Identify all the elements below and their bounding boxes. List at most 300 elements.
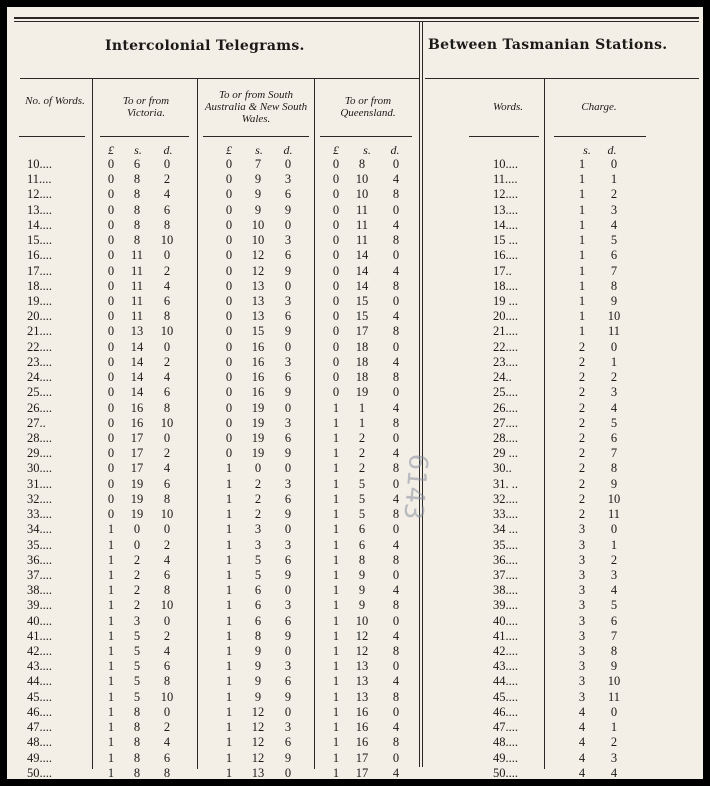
words-cell: 20....: [27, 309, 52, 324]
sa-nsw-pounds: 0: [225, 263, 233, 278]
victoria-pounds: 0: [107, 324, 115, 339]
sa-nsw-pence: 9: [284, 750, 292, 765]
queensland-pounds: 0: [332, 278, 340, 293]
sa-nsw-shillings: 13: [251, 309, 265, 324]
sa-nsw-pounds: 0: [225, 430, 233, 445]
sa-nsw-shillings: 9: [254, 659, 262, 674]
sa-nsw-pounds: 0: [225, 202, 233, 217]
victoria-pence: 10: [160, 233, 174, 248]
victoria-pounds: 1: [107, 628, 115, 643]
victoria-shillings: 8: [133, 217, 141, 232]
victoria-pounds: 1: [107, 567, 115, 582]
queensland-pence: 0: [392, 750, 400, 765]
words-cell: 29....: [27, 446, 52, 461]
victoria-pounds: 1: [107, 765, 115, 779]
sa-nsw-pence: 0: [284, 339, 292, 354]
title-rule-right: [425, 78, 699, 79]
queensland-shillings: 9: [358, 583, 366, 598]
tas-pence: 2: [610, 735, 618, 750]
victoria-shillings: 2: [133, 567, 141, 582]
sa-nsw-pounds: 1: [225, 735, 233, 750]
tas-shillings: 1: [578, 324, 586, 339]
words-cell: 49....: [27, 750, 52, 765]
sa-nsw-shillings: 12: [251, 263, 265, 278]
victoria-shillings: 6: [133, 157, 141, 171]
queensland-pence: 4: [392, 217, 400, 232]
words-cell: 12....: [27, 187, 52, 202]
sa-nsw-pounds: 1: [225, 583, 233, 598]
sa-nsw-pounds: 1: [225, 765, 233, 779]
tas-pence: 7: [610, 628, 618, 643]
queensland-pounds: 1: [332, 674, 340, 689]
tas-words-cell: 32....: [493, 491, 518, 506]
queensland-pence: 4: [392, 446, 400, 461]
top-rule-thin: [14, 21, 699, 22]
sa-nsw-pounds: 1: [225, 628, 233, 643]
queensland-pence: 0: [392, 248, 400, 263]
queensland-pence: 0: [392, 430, 400, 445]
tas-words-cell: 21....: [493, 324, 518, 339]
tas-shillings: 2: [578, 415, 586, 430]
tas-words-cell: 29 ...: [493, 446, 518, 461]
words-cell: 22....: [27, 339, 52, 354]
queensland-pence: 0: [392, 157, 400, 171]
sa-nsw-shillings: 9: [254, 202, 262, 217]
queensland-pence: 8: [392, 278, 400, 293]
words-cell: 27..: [27, 415, 46, 430]
tas-words-cell: 33....: [493, 507, 518, 522]
sa-nsw-shillings: 16: [251, 370, 265, 385]
queensland-pence: 8: [392, 644, 400, 659]
victoria-pounds: 0: [107, 233, 115, 248]
queensland-shillings: 17: [355, 324, 369, 339]
queensland-pounds: 1: [332, 446, 340, 461]
victoria-pence: 2: [163, 263, 171, 278]
sa-nsw-pounds: 1: [225, 750, 233, 765]
tas-shillings: 2: [578, 354, 586, 369]
words-cell: 25....: [27, 385, 52, 400]
sa-nsw-pence: 0: [284, 217, 292, 232]
queensland-pence: 0: [392, 339, 400, 354]
header-rule: [469, 136, 539, 137]
victoria-pounds: 0: [107, 217, 115, 232]
tas-words-cell: 47....: [493, 720, 518, 735]
victoria-shillings: 0: [133, 522, 141, 537]
victoria-pence: 4: [163, 370, 171, 385]
queensland-shillings: 5: [358, 476, 366, 491]
sa-nsw-pence: 0: [284, 278, 292, 293]
queensland-pence: 8: [392, 689, 400, 704]
tas-shillings: 1: [578, 217, 586, 232]
tas-shillings: 1: [578, 202, 586, 217]
tas-shillings: 1: [578, 157, 586, 171]
tas-shillings: 3: [578, 674, 586, 689]
queensland-shillings: 16: [355, 704, 369, 719]
tas-pence: 9: [610, 659, 618, 674]
queensland-pence: 4: [392, 628, 400, 643]
tas-pence: 4: [610, 217, 618, 232]
sa-nsw-pence: 3: [284, 172, 292, 187]
tas-shillings: 2: [578, 339, 586, 354]
tas-words-cell: 40....: [493, 613, 518, 628]
tas-pence: 11: [607, 689, 621, 704]
queensland-pounds: 1: [332, 689, 340, 704]
tas-shillings: 3: [578, 598, 586, 613]
victoria-shillings: 19: [130, 491, 144, 506]
victoria-pounds: 1: [107, 674, 115, 689]
victoria-pence: 8: [163, 217, 171, 232]
sa-nsw-shillings: 5: [254, 552, 262, 567]
victoria-pence: 8: [163, 765, 171, 779]
intercolonial-title: Intercolonial Telegrams.: [105, 38, 305, 54]
tas-pence: 0: [610, 522, 618, 537]
sa-nsw-shillings: 9: [254, 674, 262, 689]
tariff-page: [7, 7, 703, 779]
tas-words-cell: 42....: [493, 644, 518, 659]
queensland-shillings: 13: [355, 674, 369, 689]
victoria-shillings: 14: [130, 385, 144, 400]
victoria-shillings: 16: [130, 400, 144, 415]
queensland-pounds: 1: [332, 628, 340, 643]
tas-pence: 3: [610, 567, 618, 582]
victoria-shillings: 14: [130, 339, 144, 354]
tas-shillings: 1: [578, 248, 586, 263]
tas-shillings: 1: [578, 278, 586, 293]
tas-words-cell: 12....: [493, 187, 518, 202]
sa-nsw-shillings: 8: [254, 628, 262, 643]
queensland-pounds: 1: [332, 461, 340, 476]
victoria-pence: 4: [163, 461, 171, 476]
header-rule: [100, 136, 189, 137]
sa-nsw-pence: 6: [284, 552, 292, 567]
tas-words-cell: 46....: [493, 704, 518, 719]
tas-words-cell: 36....: [493, 552, 518, 567]
unit-shilling: s.: [363, 143, 371, 157]
tas-words-cell: 45....: [493, 689, 518, 704]
queensland-pounds: 1: [332, 491, 340, 506]
queensland-pounds: 0: [332, 172, 340, 187]
queensland-pounds: 1: [332, 430, 340, 445]
queensland-pounds: 1: [332, 552, 340, 567]
sa-nsw-shillings: 19: [251, 400, 265, 415]
tas-shillings: 1: [578, 233, 586, 248]
victoria-pounds: 1: [107, 613, 115, 628]
queensland-pounds: 1: [332, 522, 340, 537]
sa-nsw-pounds: 0: [225, 217, 233, 232]
words-cell: 36....: [27, 552, 52, 567]
queensland-shillings: 15: [355, 293, 369, 308]
header-queensland: To or from Queensland.: [340, 95, 396, 119]
queensland-pence: 4: [392, 172, 400, 187]
unit-pence: d.: [283, 143, 293, 157]
sa-nsw-pounds: 0: [225, 248, 233, 263]
sa-nsw-pounds: 1: [225, 674, 233, 689]
sa-nsw-pounds: 1: [225, 720, 233, 735]
queensland-pence: 4: [392, 354, 400, 369]
tas-pence: 9: [610, 293, 618, 308]
victoria-pounds: 0: [107, 507, 115, 522]
victoria-pounds: 0: [107, 476, 115, 491]
unit-pound: £: [333, 143, 339, 157]
victoria-pence: 6: [163, 385, 171, 400]
victoria-shillings: 11: [130, 293, 144, 308]
sa-nsw-shillings: 2: [254, 507, 262, 522]
sa-nsw-pence: 6: [284, 735, 292, 750]
victoria-pounds: 0: [107, 187, 115, 202]
tas-words-cell: 35....: [493, 537, 518, 552]
tas-pence: 1: [610, 172, 618, 187]
words-cell: 38....: [27, 583, 52, 598]
tas-words-cell: 48....: [493, 735, 518, 750]
queensland-pence: 4: [392, 674, 400, 689]
queensland-shillings: 16: [355, 735, 369, 750]
tas-shillings: 2: [578, 385, 586, 400]
queensland-pence: 4: [392, 720, 400, 735]
victoria-pence: 2: [163, 172, 171, 187]
words-cell: 35....: [27, 537, 52, 552]
queensland-shillings: 18: [355, 339, 369, 354]
sa-nsw-shillings: 3: [254, 522, 262, 537]
tas-pence: 7: [610, 446, 618, 461]
queensland-pounds: 1: [332, 583, 340, 598]
victoria-pounds: 0: [107, 172, 115, 187]
tas-words-cell: 18....: [493, 278, 518, 293]
tas-pence: 2: [610, 370, 618, 385]
queensland-shillings: 2: [358, 430, 366, 445]
queensland-shillings: 2: [358, 446, 366, 461]
sa-nsw-shillings: 19: [251, 415, 265, 430]
tas-pence: 1: [610, 720, 618, 735]
tas-words-cell: 49....: [493, 750, 518, 765]
tas-shillings: 4: [578, 750, 586, 765]
queensland-pounds: 1: [332, 598, 340, 613]
victoria-shillings: 8: [133, 720, 141, 735]
queensland-pounds: 0: [332, 263, 340, 278]
sa-nsw-pence: 0: [284, 644, 292, 659]
victoria-pounds: 1: [107, 522, 115, 537]
sa-nsw-pence: 9: [284, 202, 292, 217]
tas-words-cell: 39....: [493, 598, 518, 613]
sa-nsw-shillings: 16: [251, 385, 265, 400]
victoria-pence: 0: [163, 613, 171, 628]
sa-nsw-pounds: 1: [225, 552, 233, 567]
victoria-pence: 8: [163, 491, 171, 506]
tas-words-cell: 15 ...: [493, 233, 518, 248]
words-cell: 39....: [27, 598, 52, 613]
queensland-shillings: 10: [355, 187, 369, 202]
victoria-shillings: 5: [133, 674, 141, 689]
sa-nsw-pence: 6: [284, 430, 292, 445]
sa-nsw-shillings: 5: [254, 567, 262, 582]
queensland-pence: 8: [392, 598, 400, 613]
tas-pence: 8: [610, 461, 618, 476]
queensland-pence: 8: [392, 507, 400, 522]
victoria-pounds: 1: [107, 720, 115, 735]
sa-nsw-pence: 0: [284, 765, 292, 779]
queensland-pounds: 1: [332, 613, 340, 628]
tas-pence: 0: [610, 339, 618, 354]
tas-shillings: 2: [578, 461, 586, 476]
tas-pence: 5: [610, 598, 618, 613]
words-cell: 47....: [27, 720, 52, 735]
sa-nsw-pounds: 0: [225, 278, 233, 293]
sa-nsw-shillings: 13: [251, 278, 265, 293]
words-cell: 48....: [27, 735, 52, 750]
sa-nsw-pence: 6: [284, 491, 292, 506]
sa-nsw-shillings: 19: [251, 446, 265, 461]
queensland-pounds: 1: [332, 765, 340, 779]
tas-pence: 6: [610, 248, 618, 263]
tas-shillings: 2: [578, 400, 586, 415]
queensland-shillings: 17: [355, 750, 369, 765]
victoria-pence: 0: [163, 522, 171, 537]
sa-nsw-pounds: 1: [225, 659, 233, 674]
top-rule: [14, 17, 699, 19]
tas-shillings: 3: [578, 628, 586, 643]
queensland-shillings: 15: [355, 309, 369, 324]
tas-shillings: 2: [578, 370, 586, 385]
queensland-pence: 4: [392, 491, 400, 506]
words-cell: 26....: [27, 400, 52, 415]
sa-nsw-pounds: 1: [225, 613, 233, 628]
tas-pence: 1: [610, 537, 618, 552]
tas-shillings: 3: [578, 659, 586, 674]
victoria-shillings: 13: [130, 324, 144, 339]
tas-words-cell: 19 ...: [493, 293, 518, 308]
tas-pence: 3: [610, 750, 618, 765]
victoria-shillings: 19: [130, 507, 144, 522]
queensland-pence: 0: [392, 704, 400, 719]
queensland-pence: 0: [392, 202, 400, 217]
victoria-pounds: 0: [107, 415, 115, 430]
sa-nsw-pounds: 1: [225, 704, 233, 719]
tas-words-cell: 31. ..: [493, 476, 518, 491]
unit-shilling: s.: [255, 143, 263, 157]
col-divider: [544, 79, 545, 769]
victoria-pence: 8: [163, 674, 171, 689]
tas-words-cell: 43....: [493, 659, 518, 674]
queensland-shillings: 13: [355, 659, 369, 674]
tas-shillings: 3: [578, 522, 586, 537]
queensland-pence: 4: [392, 309, 400, 324]
sa-nsw-pounds: 1: [225, 644, 233, 659]
tas-shillings: 3: [578, 644, 586, 659]
words-cell: 23....: [27, 354, 52, 369]
victoria-shillings: 8: [133, 750, 141, 765]
words-cell: 19....: [27, 293, 52, 308]
tas-shillings: 3: [578, 689, 586, 704]
sa-nsw-pence: 9: [284, 689, 292, 704]
sa-nsw-pounds: 1: [225, 507, 233, 522]
tas-words-cell: 38....: [493, 583, 518, 598]
words-cell: 16....: [27, 248, 52, 263]
queensland-pence: 8: [392, 735, 400, 750]
queensland-pence: 8: [392, 415, 400, 430]
unit-pence: d.: [390, 143, 400, 157]
queensland-pence: 8: [392, 324, 400, 339]
sa-nsw-pounds: 0: [225, 339, 233, 354]
tas-pence: 6: [610, 430, 618, 445]
queensland-pounds: 1: [332, 476, 340, 491]
header-rule: [19, 136, 85, 137]
victoria-pence: 6: [163, 202, 171, 217]
sa-nsw-shillings: 13: [251, 293, 265, 308]
sa-nsw-pounds: 0: [225, 293, 233, 308]
header-no-of-words: No. of Words.: [25, 95, 85, 107]
section-divider-2: [422, 21, 423, 767]
tas-pence: 8: [610, 278, 618, 293]
tas-words-cell: 34 ...: [493, 522, 518, 537]
queensland-pounds: 0: [332, 293, 340, 308]
victoria-pence: 10: [160, 598, 174, 613]
victoria-pence: 6: [163, 659, 171, 674]
tas-shillings: 2: [578, 446, 586, 461]
victoria-shillings: 8: [133, 233, 141, 248]
sa-nsw-pounds: 0: [225, 157, 233, 171]
header-rule: [203, 136, 309, 137]
tas-words-cell: 41....: [493, 628, 518, 643]
victoria-pence: 10: [160, 507, 174, 522]
tas-shillings: 4: [578, 704, 586, 719]
sa-nsw-pence: 9: [284, 507, 292, 522]
victoria-shillings: 8: [133, 765, 141, 779]
tas-pence: 3: [610, 385, 618, 400]
tas-words-cell: 10....: [493, 157, 518, 171]
sa-nsw-shillings: 12: [251, 735, 265, 750]
words-cell: 45....: [27, 689, 52, 704]
queensland-pence: 0: [392, 293, 400, 308]
header-tas-words: Words.: [492, 101, 524, 113]
victoria-pounds: 1: [107, 689, 115, 704]
tas-pence: 7: [610, 263, 618, 278]
queensland-shillings: 6: [358, 537, 366, 552]
victoria-pence: 6: [163, 293, 171, 308]
words-cell: 41....: [27, 628, 52, 643]
sa-nsw-pounds: 0: [225, 309, 233, 324]
tas-words-cell: 16....: [493, 248, 518, 263]
words-cell: 42....: [27, 644, 52, 659]
queensland-pence: 0: [392, 567, 400, 582]
queensland-pounds: 1: [332, 644, 340, 659]
victoria-pence: 0: [163, 157, 171, 171]
sa-nsw-pence: 0: [284, 704, 292, 719]
victoria-pounds: 0: [107, 339, 115, 354]
tas-pence: 3: [610, 202, 618, 217]
words-cell: 43....: [27, 659, 52, 674]
tas-shillings: 4: [578, 765, 586, 779]
victoria-pence: 10: [160, 324, 174, 339]
victoria-pounds: 1: [107, 735, 115, 750]
victoria-pence: 2: [163, 628, 171, 643]
tas-shillings: 2: [578, 491, 586, 506]
victoria-shillings: 11: [130, 263, 144, 278]
queensland-pounds: 0: [332, 202, 340, 217]
sa-nsw-pence: 0: [284, 461, 292, 476]
victoria-shillings: 8: [133, 172, 141, 187]
sa-nsw-pence: 9: [284, 263, 292, 278]
sa-nsw-pounds: 0: [225, 233, 233, 248]
queensland-pence: 8: [392, 461, 400, 476]
queensland-pounds: 1: [332, 704, 340, 719]
victoria-pence: 8: [163, 583, 171, 598]
victoria-pence: 2: [163, 446, 171, 461]
words-cell: 46....: [27, 704, 52, 719]
words-cell: 30....: [27, 461, 52, 476]
words-cell: 24....: [27, 370, 52, 385]
victoria-pounds: 1: [107, 644, 115, 659]
tas-shillings: 3: [578, 567, 586, 582]
tas-pence: 10: [607, 491, 621, 506]
